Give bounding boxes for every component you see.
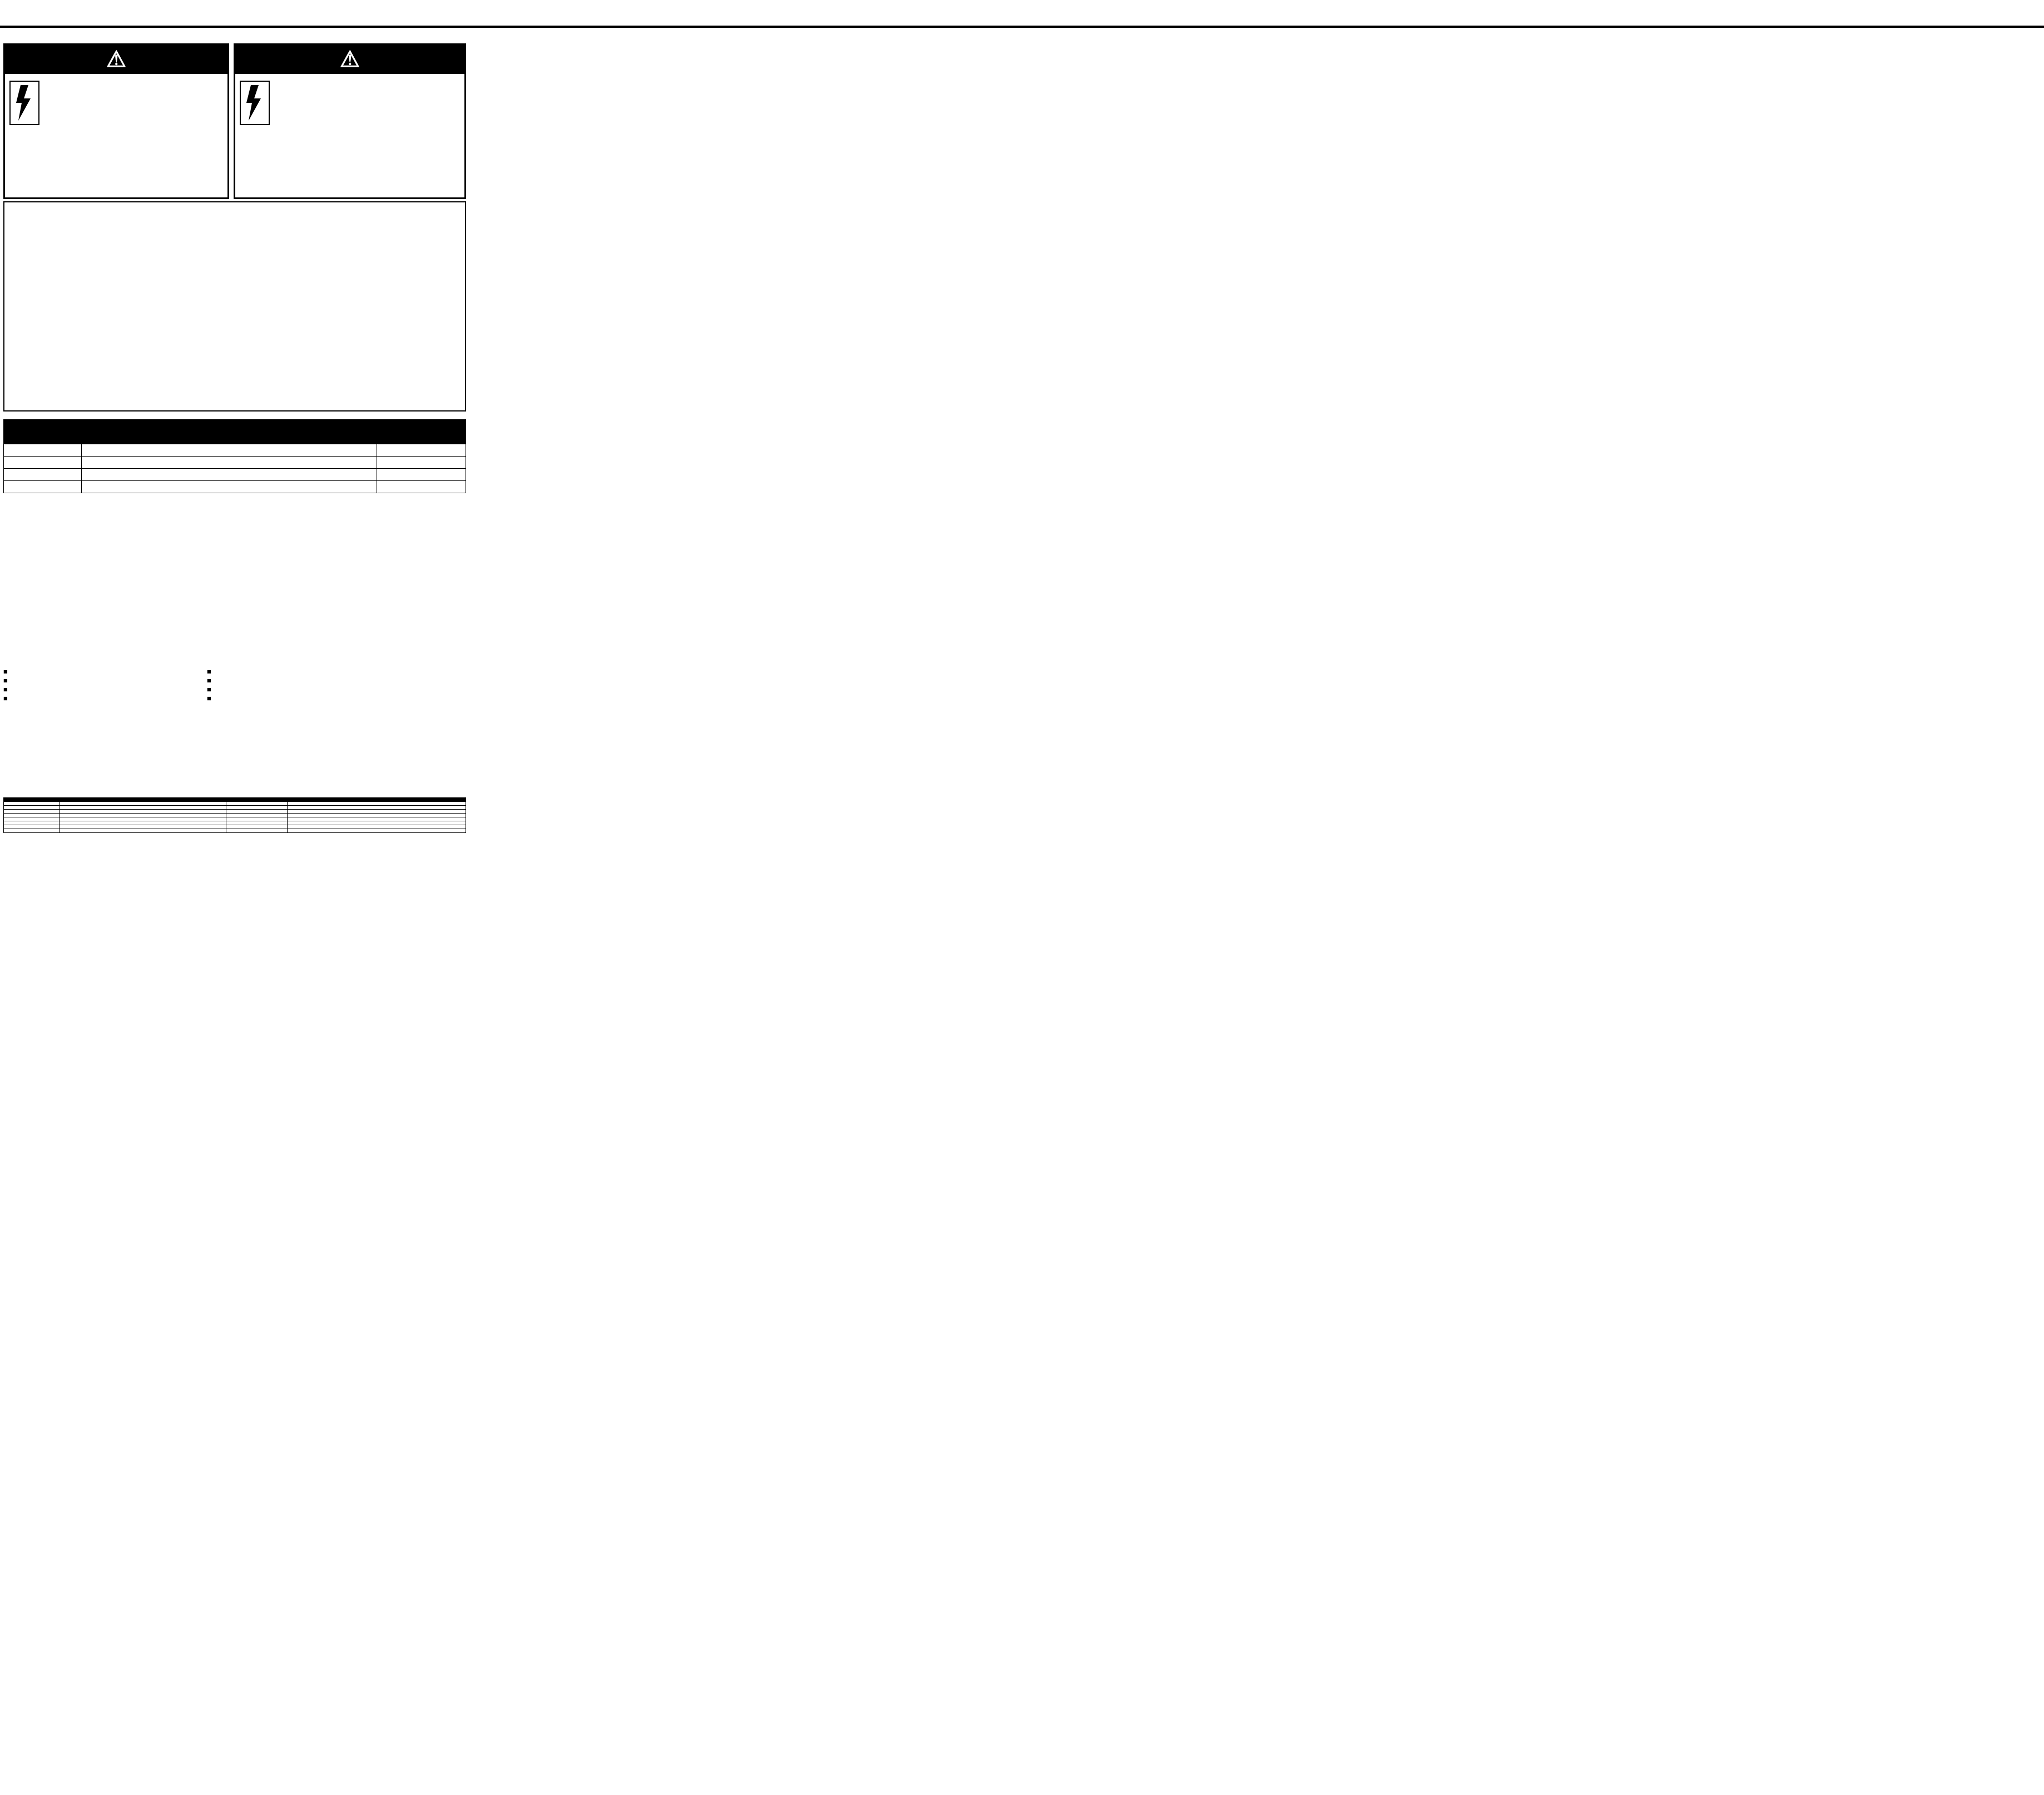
table-row bbox=[4, 821, 466, 825]
table-row bbox=[4, 457, 466, 469]
avertissement-box bbox=[234, 43, 466, 199]
diag-notes-title bbox=[0, 1103, 184, 1110]
cycle-options bbox=[3, 667, 466, 795]
table-row bbox=[4, 810, 466, 814]
table-row bbox=[4, 481, 466, 493]
spec-col-2 bbox=[115, 207, 215, 210]
left-column bbox=[0, 34, 472, 1108]
shock-icon bbox=[9, 81, 39, 125]
normal-cycle-operation bbox=[3, 415, 466, 493]
list-item: ■ bbox=[207, 685, 211, 693]
warning-box bbox=[3, 43, 229, 199]
list-item: ■ bbox=[207, 676, 211, 685]
list-item: ■ bbox=[3, 676, 8, 685]
diagnostics-notes bbox=[0, 1103, 184, 1765]
table-row bbox=[4, 817, 466, 821]
list-item: ■ bbox=[3, 694, 8, 702]
table-row bbox=[4, 814, 466, 817]
table-row bbox=[4, 829, 466, 833]
table-row bbox=[4, 806, 466, 810]
warning-title: ⚠ bbox=[5, 45, 227, 74]
operation-of-loads bbox=[3, 797, 466, 833]
spec-col-4 bbox=[348, 207, 463, 210]
list-item: ■ bbox=[207, 667, 211, 676]
loads-table bbox=[3, 797, 466, 833]
warning-text bbox=[44, 78, 223, 81]
normal-cycle-table bbox=[3, 419, 466, 493]
avertissement-title: ⚠ bbox=[235, 45, 464, 74]
avertissement-text bbox=[274, 78, 460, 81]
page-header bbox=[0, 0, 2044, 28]
table-row bbox=[4, 802, 466, 806]
spec-col-3 bbox=[220, 207, 343, 210]
list-item: ■ bbox=[207, 694, 211, 702]
spec-col-1 bbox=[9, 207, 109, 210]
specifications bbox=[3, 201, 466, 411]
shock-icon bbox=[240, 81, 270, 125]
list-item: ■ bbox=[3, 685, 8, 693]
table-row bbox=[4, 825, 466, 829]
list-item: ■ bbox=[3, 667, 8, 676]
table-row bbox=[4, 469, 466, 481]
table-row bbox=[4, 444, 466, 457]
